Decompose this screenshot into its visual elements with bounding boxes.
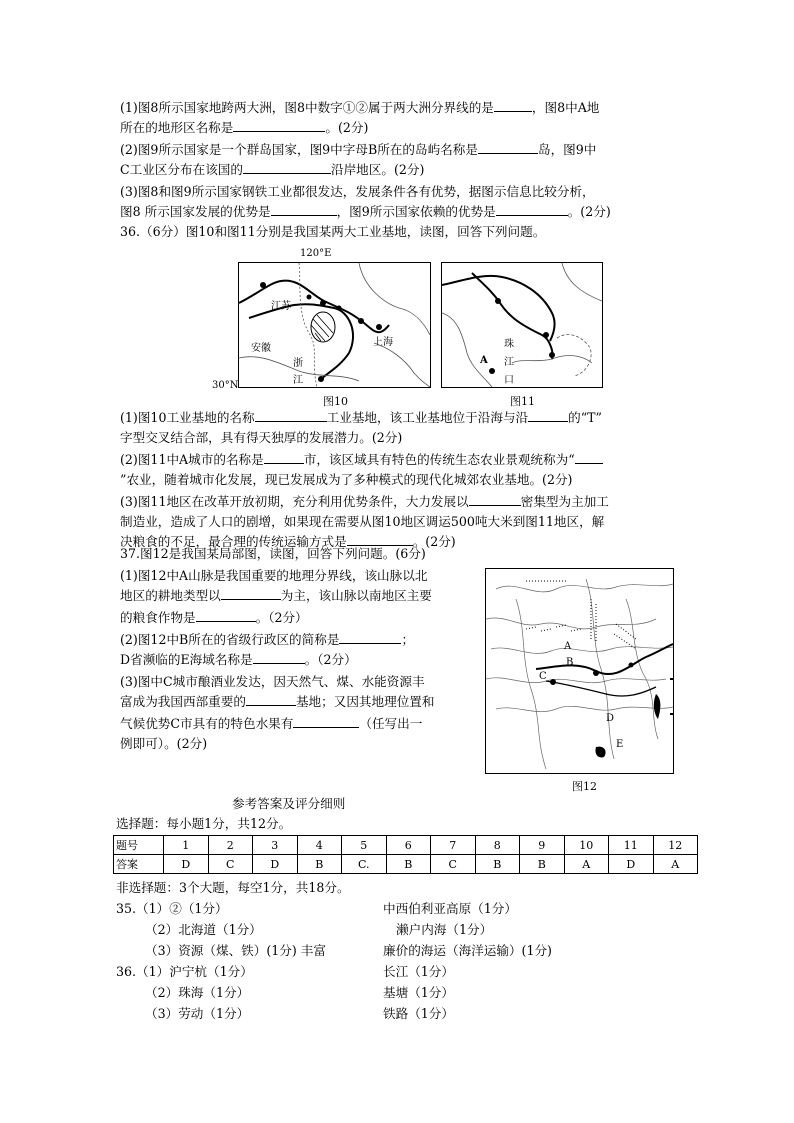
blank[interactable] <box>496 202 568 216</box>
answer-36-3b: 铁路（1分） <box>383 1006 454 1021</box>
answer-36-2: （2）珠海（1分） <box>145 985 250 1000</box>
q37-line4: (2)图12中B所在的省级行政区的简称是 ； <box>120 632 415 647</box>
blank[interactable] <box>575 450 603 464</box>
answer-36-1: 36.（1）沪宁杭（1分） <box>116 964 253 979</box>
q37-line8: 气候优势C市具有的特色水果有 （任写出一 <box>120 716 423 731</box>
figure-11-map: A 珠 江 口 <box>441 262 603 388</box>
answer-36-1b: 长江（1分） <box>383 964 454 979</box>
answer-36-2b: 基塘（1分） <box>383 985 454 1000</box>
answer-35-3b: 廉价的海运（海洋运输）(1分) <box>383 943 552 958</box>
answer-35-1: 35.（1）②（1分） <box>116 901 228 916</box>
q35-line5: (3)图8和图9所示国家钢铁工业都很发达，发展条件各有优势，据图示信息比较分析， <box>120 184 595 199</box>
q35-line3: (2)图9所示国家是一个群岛国家，图9中字母B所在的岛屿名称是 岛，图9中 <box>120 142 597 157</box>
answer-35-2b: 濑户内海（1分） <box>396 922 493 937</box>
blank[interactable] <box>339 630 401 644</box>
q37-line3: 的粮食作物是 。（2分） <box>120 610 308 625</box>
q36-intro: 36.（6分）图10和图11分别是我国某两大工业基地，读图，回答下列问题。 <box>120 224 546 239</box>
answer-36-3: （3）劳动（1分） <box>145 1006 250 1021</box>
q36-line5: (3)图11地区在改革开放初期，充分利用优势条件，大力发展以 密集型为主加工 <box>120 494 609 509</box>
answer-35-1b: 中西伯利亚高原（1分） <box>383 901 517 916</box>
q35-line1: (1)图8所示国家地跨两大洲，图8中数字①②属于两大洲分界线的是 ，图8中A地 <box>120 100 600 115</box>
blank[interactable] <box>253 650 305 664</box>
choice-intro: 选择题：每小题1分，共12分。 <box>116 816 292 831</box>
blank[interactable] <box>469 492 521 506</box>
answer-35-3: （3）资源（煤、铁）(1分) 丰富 <box>145 943 326 958</box>
figure-12-drawing <box>486 569 673 773</box>
blank[interactable] <box>246 692 296 706</box>
q36-line1: (1)图10工业基地的名称 工业基地，该工业基地位于沿海与沿 的“T” <box>120 410 602 425</box>
blank[interactable] <box>264 450 304 464</box>
q35-line6: 图8 所示国家发展的优势是 ，图9所示国家依赖的优势是 。(2分) <box>120 204 611 219</box>
blank[interactable] <box>255 408 327 422</box>
q37-line2: 地区的耕地类型以 为主，该山脉以南地区主要 <box>120 588 432 603</box>
answer-35-2: （2）北海道（1分） <box>145 922 262 937</box>
figure-11-caption: 图11 <box>510 395 535 408</box>
q37-line9: 例即可）。(2分) <box>120 736 208 751</box>
figure-12-caption: 图12 <box>572 780 597 793</box>
q35-line2: 所在的地形区名称是 。(2分) <box>120 120 369 135</box>
figure-10-map: 江苏 安徽 浙 江 上海 <box>238 262 431 388</box>
q36-line4: ”农业，随着城市化发展，现已发展成为了多种模式的现代化城郊农业基地。(2分) <box>120 472 573 487</box>
blank[interactable] <box>243 160 331 174</box>
blank[interactable] <box>271 202 337 216</box>
blank[interactable] <box>494 98 532 112</box>
blank[interactable] <box>196 608 256 622</box>
figure-10-caption: 图10 <box>323 395 348 408</box>
q37-line5: D省濒临的E海域名称是 。（2分） <box>120 652 357 667</box>
latitude-label: 30°N <box>212 380 239 391</box>
q37-line6: (3)图中C城市酿酒业发达，因天然气、煤、水能资源丰 <box>120 674 425 689</box>
blank[interactable] <box>478 140 538 154</box>
blank[interactable] <box>233 118 325 132</box>
table-row: 题号 1 2 3 4 5 6 7 8 9 10 11 12 <box>114 836 698 855</box>
blank[interactable] <box>528 408 568 422</box>
q36-line2: 字型交叉结合部，具有得天独厚的发展潜力。(2分) <box>120 430 403 445</box>
blank[interactable] <box>293 714 359 728</box>
blank[interactable] <box>221 586 281 600</box>
q37-intro: 37.图12是我国某局部图，读图，回答下列问题。(6分) <box>120 546 426 561</box>
nonchoice-intro: 非选择题：3个大题，每空1分，共18分。 <box>116 880 350 895</box>
figure-11-drawing <box>442 263 602 387</box>
q36-line7: 决粮食的不足，最合理的传统运输方式是 。(2分) <box>120 534 456 549</box>
q37-line7: 富成为我国西部重要的 基地；又因其地理位置和 <box>120 694 435 709</box>
longitude-label: 120°E <box>300 248 332 259</box>
figure-12-map: A B C D E <box>485 568 674 774</box>
q36-line6: 制造业，造成了人口的剧增，如果现在需要从图10地区调运500吨大米到图11地区，解 <box>120 514 605 529</box>
q37-line1: (1)图12中A山脉是我国重要的地理分界线，该山脉以北 <box>120 568 428 583</box>
q36-line3: (2)图11中A城市的名称是 市，该区域具有特色的传统生态农业景观统称为“ <box>120 450 603 470</box>
figure-10-drawing <box>239 263 430 387</box>
answers-title: 参考答案及评分细则 <box>232 796 346 811</box>
table-row: 答案 D C D B C. B C B B A D A <box>114 855 698 874</box>
answer-table <box>113 835 698 874</box>
q35-line4: C工业区分布在该国的 沿岸地区。(2分) <box>120 162 425 177</box>
